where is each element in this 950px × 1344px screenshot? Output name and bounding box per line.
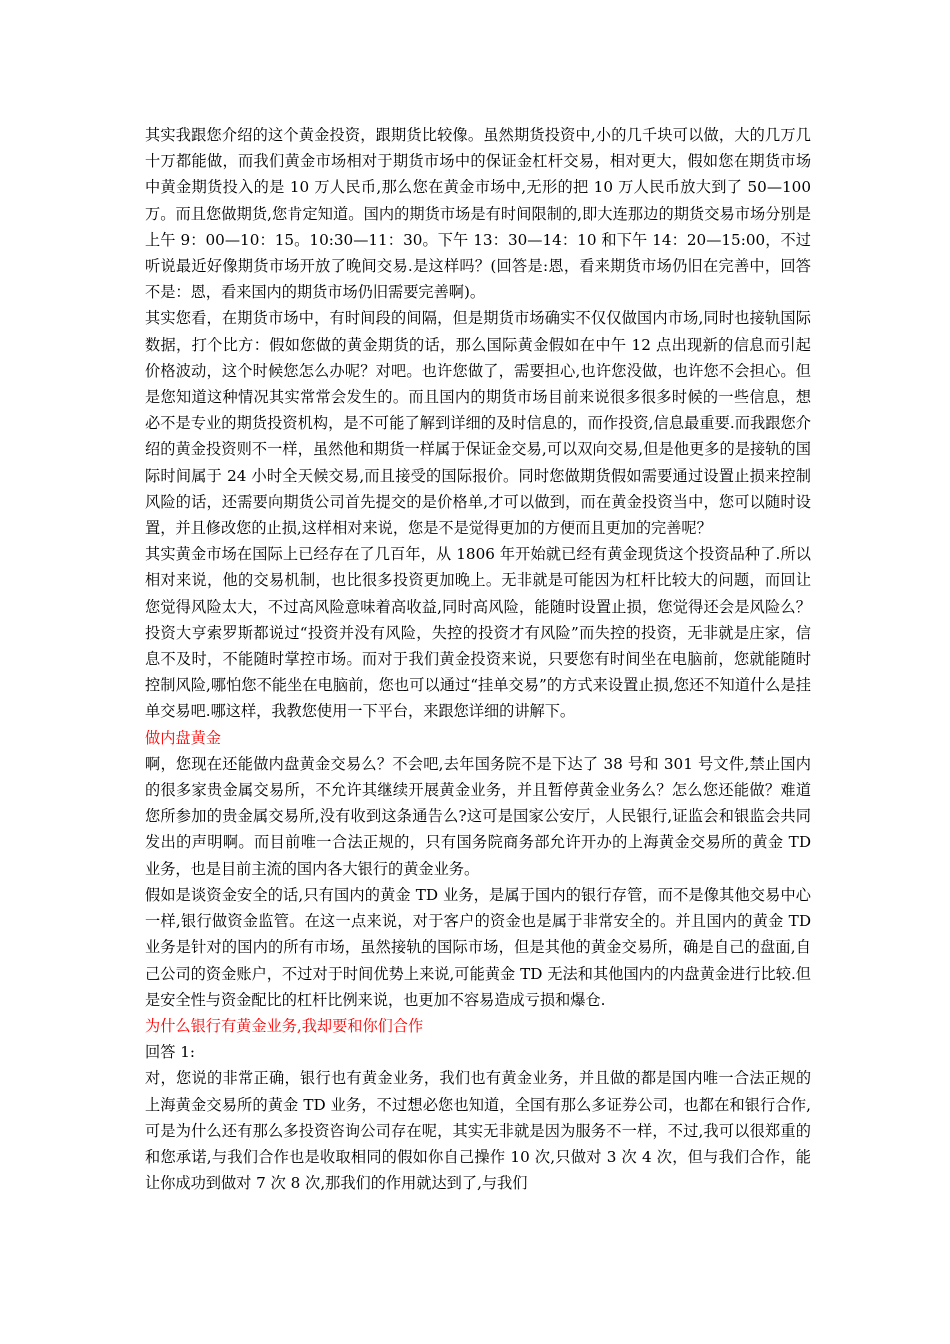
body-paragraph: 其实黄金市场在国际上已经存在了几百年，从 1806 年开始就已经有黄金现货这个投资品种了.所以相对来说，他的交易机制，也比很多投资更加晚上。无非就是可能因为杠杆比较大的问题，而回让您觉得风险太大，不过高风险意味着高收益,同时高风险，能随时设置止损，您觉得还会是风险么？投资大亨索罗斯都说过“投资并没有风险，失控的投资才有风险”而失控的投资，无非就是庄家，信息不及时，不能随时掌控市场。而对于我们黄金投资来说，只要您有时间坐在电脑前，您就能随时控制风险,哪怕您不能坐在电脑前，您也可以通过“挂单交易”的方式来设置止损,您还不知道什么是挂单交易吧.哪这样，我教您使用一下平台，来跟您详细的讲解下。 (145, 545, 811, 721)
answer-label: 回答 1: (145, 1043, 195, 1062)
body-paragraph: 假如是谈资金安全的话,只有国内的黄金 TD 业务，是属于国内的银行存管，而不是像其他交易中心一样,银行做资金监管。在这一点来说，对于客户的资金也是属于非常安全的。并且国内的黄金 TD 业务是针对的国内的所有市场，虽然接轨的国际市场，但是其他的黄金交易所，确是自己的盘面,自己公司的资金账户，不过对于时间优势上来说,可能黄金 TD 无法和其他国内的内盘黄金进行比较.但是安全性与资金配比的杠杆比例来说，也更加不容易造成亏损和爆仓. (145, 885, 811, 1009)
section-heading-domestic-gold: 做内盘黄金 (145, 728, 221, 747)
document-page (145, 122, 811, 1196)
body-paragraph: 啊，您现在还能做内盘黄金交易么？不会吧,去年国务院不是下达了 38 号和 301 号文件,禁止国内的很多家贵金属交易所，不允许其继续开展黄金业务，并且暂停黄金业务么？怎么您还能做？难道您所参加的贵金属交易所,没有收到这条通告么?这可是国家公安厅，人民银行,证监会和银监会共同发出的声明啊。而目前唯一合法正规的，只有国务院商务部允许开办的上海黄金交易所的黄金 TD 业务，也是目前主流的国内各大银行的黄金业务。 (145, 754, 811, 878)
body-paragraph: 其实您看，在期货市场中，有时间段的间隔，但是期货市场确实不仅仅做国内市场,同时也接轨国际数据，打个比方：假如您做的黄金期货的话，那么国际黄金假如在中午 12 点出现新的信息而引起价格波动，这个时候您怎么办呢？对吧。也许您做了，需要担心,也许您没做，也许您不会担心。但是您知道这种情况其实常常会发生的。而且国内的期货市场目前来说很多很多时候的一些信息，想必不是专业的期货投资机构，是不可能了解到详细的及时信息的，而作投资,信息最重要.而我跟您介绍的黄金投资则不一样，虽然他和期货一样属于保证金交易,可以双向交易,但是他更多的是接轨的国际时间属于 24 小时全天候交易,而且接受的国际报价。同时您做期货假如需要通过设置止损来控制风险的话，还需要向期货公司首先提交的是价格单,才可以做到，而在黄金投资当中，您可以随时设置，并且修改您的止损,这样相对来说，您是不是觉得更加的方便而且更加的完善呢？ (145, 309, 811, 538)
body-paragraph: 对，您说的非常正确，银行也有黄金业务，我们也有黄金业务，并且做的都是国内唯一合法正规的上海黄金交易所的黄金 TD 业务，不过想必您也知道，全国有那么多证券公司，也都在和银行合作,可是为什么还有那么多投资咨询公司存在呢，其实无非就是因为服务不一样，不过,我可以很郑重的和您承诺,与我们合作也是收取相同的假如你自己操作 10 次,只做对 3 次 4 次，但与我们合作，能让你成功到做对 7 次 8 次,那我们的作用就达到了,与我们 (145, 1069, 811, 1193)
body-paragraph: 其实我跟您介绍的这个黄金投资，跟期货比较像。虽然期货投资中,小的几千块可以做，大的几万几十万都能做，而我们黄金市场相对于期货市场中的保证金杠杆交易，相对更大，假如您在期货市场中黄金期货投入的是 10 万人民币,那么您在黄金市场中,无形的把 10 万人民币放大到了 50—100 万。而且您做期货,您肯定知道。国内的期货市场是有时间限制的,即大连那边的期货交易市场分别是上午 9：00—10：15。10:30—11：30。下午 13：30—14：10 和下午 14：20—15:00，不过听说最近好像期货市场开放了晚间交易.是这样吗？(回答是:恩，看来期货市场仍旧在完善中，回答不是：恩，看来国内的期货市场仍旧需要完善啊)。 (145, 126, 811, 302)
section-heading-why-cooperate: 为什么银行有黄金业务,我却要和你们合作 (145, 1016, 424, 1035)
